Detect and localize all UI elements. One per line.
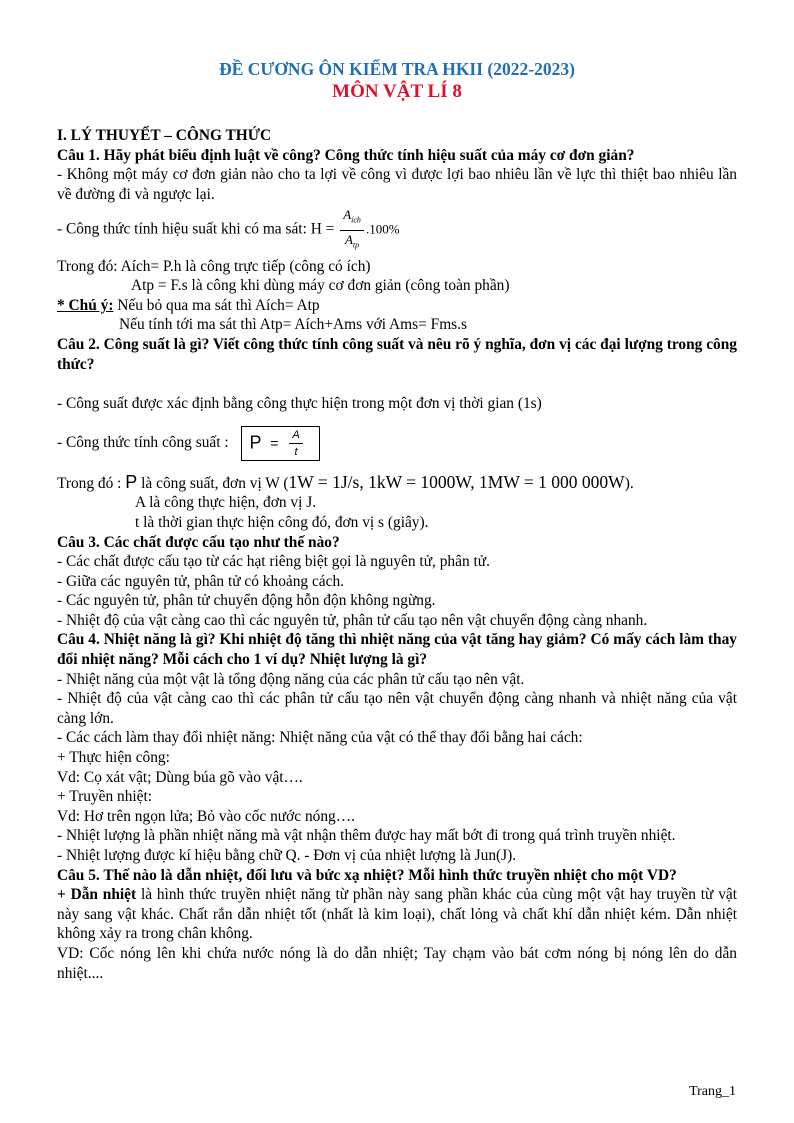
q2-paragraph: - Công suất được xác định bằng công thực hiện trong một đơn vị thời gian (1s) (57, 395, 542, 413)
power-formula-box (241, 426, 320, 461)
q1-where-2: Atp = F.s là công khi dùng máy cơ đơn giản (công toàn phần) (131, 277, 510, 295)
fraction-numerator-sub: ích (351, 215, 361, 225)
fraction-numerator: A (343, 207, 352, 223)
q1-where-1: Trong đó: Aích= P.h là công trực tiếp (công có ích) (57, 257, 371, 275)
q1-note-line (57, 296, 737, 316)
q2-where-2: A là công thực hiện, đơn vị J. (135, 494, 317, 512)
q4-line-2: - Nhiệt độ của vật càng cao thì các phân tử cấu tạo nên vật chuyển động càng nhanh và nhiệt năng của vật càng lớn. (57, 690, 737, 727)
q4-line-3: - Các cách làm thay đổi nhiệt năng: Nhiệt năng của vật có thể thay đổi bằng hai cách: (57, 729, 583, 747)
q5-paragraph-1-text: là hình thức truyền nhiệt năng từ phần này sang phần khác của cùng một vật hay truyền từ vật này sang vật khác. Chất rắn dẫn nhiệt tốt (nhất là kim loại), chất lỏng và chất khí dẫn nhiệt kém. Dẫn nhiệt không xảy ra trong chân không. (57, 886, 737, 943)
question-2-title: Câu 2. Công suất là gì? Viết công thức tính công suất và nêu rõ ý nghĩa, đơn vị các đại lượng trong công thức? (57, 335, 737, 373)
equals-sign: = (270, 434, 279, 451)
q2-formula-line (57, 426, 737, 461)
q2-where-1-end: ). (624, 474, 634, 492)
q2-formula-label: - Công thức tính công suất : (57, 433, 229, 451)
q4-line-5: Vd: Cọ xát vật; Dùng búa gõ vào vật…. (57, 768, 303, 786)
q3-line-3: - Các nguyên tử, phân tử chuyển động hỗn độn không ngừng. (57, 592, 436, 610)
q4-line-6: + Truyền nhiệt: (57, 788, 153, 806)
q2-where-1 (57, 473, 737, 494)
subject-title: MÔN VẬT LÍ 8 (332, 81, 462, 102)
q5-paragraph-1 (57, 885, 737, 944)
q1-formula-line (57, 208, 737, 252)
power-numerator: A (289, 429, 302, 444)
power-symbol: P (249, 431, 262, 452)
note-label: * Chú ý: (57, 296, 114, 314)
conduction-term: + Dẫn nhiệt (57, 886, 137, 904)
page-number: Trang_1 (689, 1084, 736, 1099)
power-denominator: t (294, 445, 298, 458)
question-1-title: Câu 1. Hãy phát biểu định luật về công? Công thức tính hiệu suất của máy cơ đơn giản? (57, 146, 635, 164)
fraction-denominator: A (344, 231, 353, 247)
q4-line-9: - Nhiệt lượng được kí hiệu bằng chữ Q. - Đơn vị của nhiệt lượng là Jun(J). (57, 847, 517, 864)
question-5-title: Câu 5. Thế nào là dẫn nhiệt, đối lưu và bức xạ nhiệt? Mỗi hình thức truyền nhiệt cho một VD? (57, 866, 677, 884)
question-3-title: Câu 3. Các chất được cấu tạo như thế nào? (57, 533, 340, 551)
q2-where-label: Trong đó : (57, 474, 122, 492)
fraction-denominator-sub: tp (352, 240, 360, 250)
note-text-2: Nếu tính tới ma sát thì Atp= Aích+Ams với Ams= Fms.s (119, 316, 468, 334)
q4-line-4: + Thực hiện công: (57, 749, 170, 767)
power-fraction (289, 429, 302, 458)
q1-formula-label: - Công thức tính hiệu suất khi có ma sát: H = (57, 221, 335, 238)
power-symbol-inline: P (125, 471, 138, 492)
q3-line-2: - Giữa các nguyên tử, phân tử có khoảng cách. (57, 572, 344, 590)
q4-line-8: - Nhiệt lượng là phần nhiệt năng mà vật nhận thêm được hay mất bớt đi trong quá trình truyền nhiệt. (57, 827, 676, 845)
power-units: 1W = 1J/s, 1kW = 1000W, 1MW = 1 000 000W (288, 471, 625, 492)
q5-paragraph-2: VD: Cốc nóng lên khi chứa nước nóng là do dẫn nhiệt; Tay chạm vào bát cơm nóng bị nóng lên do dẫn nhiệt.... (57, 944, 737, 982)
q3-line-1: - Các chất được cấu tạo từ các hạt riêng biệt gọi là nguyên tử, phân tử. (57, 553, 490, 571)
q4-line-7: Vd: Hơ trên ngọn lửa; Bỏ vào cốc nước nóng…. (57, 807, 355, 825)
efficiency-fraction (340, 208, 364, 252)
section-heading: I. LÝ THUYẾT – CÔNG THỨC (57, 127, 272, 144)
q4-line-1: - Nhiệt năng của một vật là tổng động năng của các phân tử cấu tạo nên vật. (57, 670, 525, 688)
q3-line-4: - Nhiệt độ của vật càng cao thì các nguyên tử, phân tử cấu tạo nên vật chuyển động càng nhanh. (57, 611, 648, 629)
q2-where-3: t là thời gian thực hiện công đó, đơn vị s (giây). (135, 513, 429, 531)
q2-where-1-text: là công suất, đơn vị W ( (137, 474, 289, 492)
document-page (57, 58, 737, 983)
formula-tail: .100% (365, 222, 400, 237)
question-4-title: Câu 4. Nhiệt năng là gì? Khi nhiệt độ tăng thì nhiệt năng của vật tăng hay giảm? Có mấy cách làm thay đổi nhiệt năng? Mỗi cách cho 1 ví dụ? Nhiệt lượng là gì? (57, 631, 737, 669)
document-title: ĐỀ CƯƠNG ÔN KIỂM TRA HKII (2022-2023) (219, 59, 575, 79)
note-text-1: Nếu bỏ qua ma sát thì Aích= Atp (113, 296, 320, 314)
q1-paragraph: - Không một máy cơ đơn giản nào cho ta lợi về công vì được lợi bao nhiêu lần về lực thì thiệt bao nhiêu lần về đường đi và ngược lại. (57, 166, 737, 203)
